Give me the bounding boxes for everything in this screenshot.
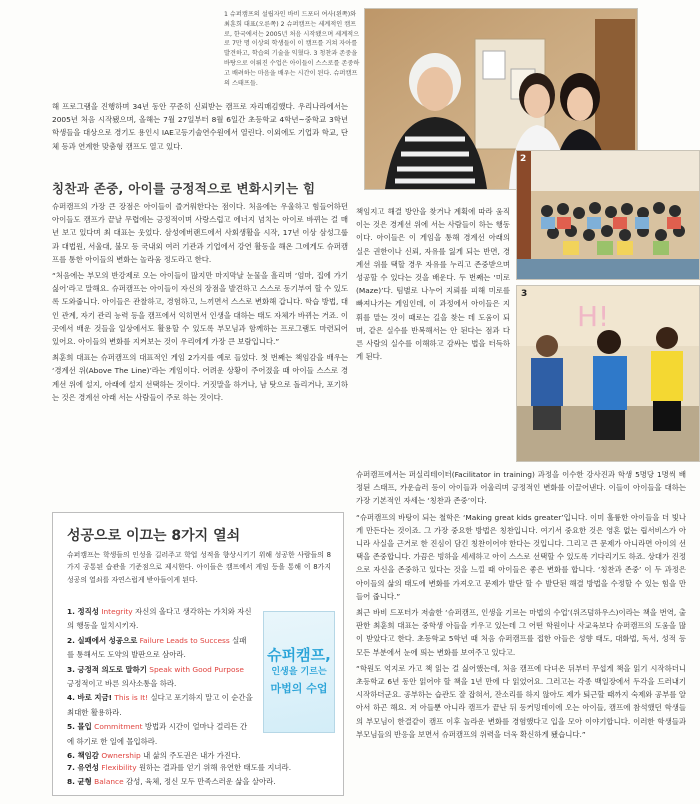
key-item: 8. 균형 Balance 감성, 육체, 정신 모두 만족스러운 삶을 살아라. (67, 777, 276, 787)
left-paragraph: 슈퍼캠프의 가장 큰 장점은 아이들이 즐거워한다는 점이다. 처음에는 우울하고 힘들어하던 아이들도 캠프가 끝날 무렵에는 긍정적이며 사랑스럽고 에너지 넘치는 아이로 바뀌는 걸 매년 보고 있다며 최 대표는 웃었다. 삼성에버랜드에서 사회생활을 시작, 17년 이상 삼성그룹과 대법원, 서울대, 불모 등 국내외 여러 기관과 기업에서 강연 활동을 해온 그에게도 슈퍼캠프를 통한 아이들의 변화는 놀라움 정도라고 한다. (52, 202, 348, 264)
section-heading: 칭찬과 존중, 아이를 긍정적으로 변화시키는 힘 (52, 181, 316, 196)
photo-group (516, 150, 700, 280)
keys-list-wide (67, 761, 333, 790)
key-item: 4. 바로 지금! This is It! 실다고 포기하지 말고 이 순간을 최대한 활용하라. (67, 693, 253, 717)
photo-number-3: 3 (521, 289, 528, 299)
book-cover (263, 611, 335, 733)
right-column-bottom (356, 468, 686, 741)
key-item: 7. 유연성 Flexibility 원하는 결과를 얻기 위해 유연한 태도를 지녀라. (67, 763, 292, 772)
photo-staff-illustration (517, 286, 699, 461)
top-caption: 1 슈퍼캠프의 설립자인 바비 드포터 여사(왼쪽)와 최훈희 대표(오른쪽) 2 슈퍼캠프는 세계적인 캠프로, 한국에서는 2005년 처음 시작됐으며 세계적으로 7만 명 이상의 학생들이 이 캠프를 거쳐 자아를 발견하고, 학습의 기술을 익혔다. 3 청찬과 존중을 바탕으로 이뤄진 수업은 아이들이 스스로를 존중하고 배려하는 마음을 배우는 시간이 된다. 슈퍼캠프의 스태프들. (224, 11, 360, 87)
book-title-line2: 인생을 기르는 (271, 667, 327, 677)
book-title-line1: 슈퍼캠프, (267, 646, 331, 664)
photo-staff (516, 285, 700, 462)
right-paragraph: “학원도 억지로 가고 책 읽는 걸 싫어했는데, 처음 캠프에 다녀온 뒤부터 무섭게 책을 읽기 시작하더니 초등학교 6년 동안 읽어야 할 책을 1년 만에 다 읽었어요. 그러고는 각종 백일장에서 두각을 드러내기 시작하더군요. 공부하는 습관도 잘 잡혀서, 잔소리를 하지 않아도 제가 퇴근할 때까지 숙제와 공부를 알아서 하곤 해요. 저 아들뿐 아니라 캠프가 끝난 뒤 동커밍데이에 오는 아이들, 캠프에 참석했던 학생들의 부모님이 한결같이 캠프 이후 놀라운 변화를 경험했다고 입을 모아 이야기합니다. 이러한 학생들과 부모님들의 반응을 보면서 슈퍼캠프의 위력을 더욱 확신하게 됐습니다.” (356, 663, 686, 739)
svg-text:H!: H! (577, 300, 610, 333)
key-item: 5. 몰입 Commitment 방법과 시간이 얼마나 걸리든 간에 하기로 한 일에 몰입하라. (67, 722, 248, 746)
key-item: 6. 책임감 Ownership 내 삶의 주도권은 내가 가진다. (67, 751, 241, 761)
eight-keys-box (52, 512, 344, 796)
right-paragraph: 슈퍼캠프에서는 퍼실리테이터(Facilitator in training) 과정을 이수한 강사진과 학생 5명당 1명씩 배정된 스태프, 카운슬러 등이 아이들과 어울리며 긍정적인 변화를 이끌어낸다. 이들이 아이들을 대하는 가장 기본적인 자세는 ‘칭찬과 존중’이다. (356, 470, 686, 506)
right-paragraph: 최근 바비 드포터가 저술한 ‘슈퍼캠프, 인생을 기르는 마법의 수업’(위즈덤하우스)이라는 책을 번역, 출판한 최훈희 대표는 중학생 아들을 키우고 있는데 그 어떤 학원이나 사교육보다 슈퍼캠프의 도움을 많이 받았다고 한다. 초등학교 5학년 때 처음 슈퍼캠프를 접한 아들은 성향 태도, 대화법, 독서, 성적 등 모든 부분에서 눈에 띄는 변화를 보여주고 있다고. (356, 608, 686, 657)
box-title: 성공으로 이끄는 8가지 열쇠 (67, 528, 241, 544)
photo-group-illustration (517, 151, 699, 279)
key-item: 3. 긍정적 의도로 말하기 Speak with Good Purpose 긍정적이고 바른 의사소통을 하라. (67, 664, 244, 689)
left-paragraph: “처음에는 부모의 반강제로 오는 아이들이 많지만 마지막날 눈물을 흘리며 ‘엄마, 집에 가기 싫어’라고 말해요. 슈퍼캠프는 아이들이 자신의 장점을 발견하고 스스로 동기부여 할 수 있도록 도와줍니다. 아이들은 관찰하고, 경험하고, 느끼면서 스스로 변화해 갑니다. 학습 방법, 대인 관계, 자기 관리 능력 등을 캠프에서 익히면서 인생을 대하는 태도 자체가 바뀌는 거죠. 이곳에서 배운 것들을 일상에서도 활용할 수 있도록 부모님과 함께하는 프로그램도 마련되어 있어요. 아이들의 변화를 지켜보는 것이 우리에게 가장 큰 보람입니다.” (52, 271, 348, 347)
left-column (52, 200, 348, 404)
keys-list (67, 605, 253, 763)
key-item: 1. 정직성 Integrity 자신의 올다고 생각하는 가치와 자신의 행동을 일치시키자. (67, 607, 252, 631)
book-title-line3: 마법의 수업 (270, 682, 328, 695)
right-paragraph: “슈퍼캠프의 바탕이 되는 철학은 ‘Making great kids greater’입니다. 이미 훌륭한 아이들을 더 빛나게 만든다는 것이죠. 그 가장 중요한 방법은 칭찬입니다. 여기서 중요한 것은 영혼 없는 립서비스가 아니라 사실을 근거로 한 진심이 담긴 칭찬이어야 한다는 것입니다. 그리고 큰 문제가 아니라면 아이의 선택을 존중합니다. 가끔은 빙하을 세세하고 아이 스스로 선택할 수 있도록 기다리기도 하죠. 상대가 진정으로 자신을 존중하고 있다는 것을 느낄 때 아이들은 좋은 변화를 합니다. ‘칭찬과 존중’ 이 두 과정은 아이들의 삶의 태도에 변화를 가져오고 문제가 발단 할 수 발단된 해결 방법을 수정할 수 있는 힘을 만들어 줍니다.” (356, 512, 686, 601)
key-item: 2. 실패에서 성공으로 Failure Leads to Success 실패를 통해서도 도약의 발판으로 삼아라. (67, 635, 247, 660)
box-intro: 슈퍼캠프는 학생들의 인성을 길러주고 학업 성적을 향상시키기 위해 성공한 사람들의 8가지 공통된 습관을 기준점으로 제시한다. 아이들은 캠프에서 게임 등을 통해 이 8가지 성공의 열쇠를 자연스럽게 받아들이게 된다. (67, 551, 331, 584)
right-column-top (356, 205, 510, 366)
right-paragraph: 책임지고 해결 방안을 찾거나 계획에 따라 움직이는 것은 경계선 위에 서는 사람들이 하는 행동이다. 아이들은 이 게임을 통해 경계선 아래의 실은 권한이나 신뢰, 자유를 잃게 되는 반면, 경계선 위를 택할 경우 자유를 누리고 존중받으며 성공할 수 있다는 것을 배운다. 두 번째는 ‘미로(Maze)’다. 팀별로 나누어 지뢰를 피해 미로를 빠져나가는 게임인데, 이 과정에서 아이들은 지휘를 맡는 것이 때로는 길을 찾는 데 도움이 되며, 같은 실수를 반복해서는 안 된다는 점과 다른 사람의 실수를 이해하고 감싸는 법을 터득하게 된다. (356, 207, 510, 362)
left-paragraph: 최훈희 대표는 슈퍼캠프의 대표적인 게임 2가지를 예로 들었다. 첫 번째는 책임감을 배우는 ‘경계선 위(Above The Line)’라는 게임이다. 어려운 상황이 주어졌을 때 아이들 스스로 경계선 위에 설지, 아래에 설지 선택하는 것이다. 거짓말을 하거나, 남 탓으로 돌리거나, 포기하는 것은 경계선 아래 서는 사람들이 주로 하는 것이다. (52, 353, 348, 402)
photo-number-2: 2 (520, 154, 527, 164)
intro-paragraph: 해 프로그램을 진행하며 34년 동안 꾸준히 신뢰받는 캠프로 자리매김했다. 우리나라에서는 2005년 처음 시작됐으며, 올해는 7월 27일부터 8월 6일간 초등학교 4학년~중학교 3학년 학생들을 대상으로 경기도 용인시 IAE고등기술연수원에서 열린다. 이외에도 기업과 학교, 단체 등과 연계한 맞춤형 캠프도 열고 있다. (52, 102, 348, 151)
